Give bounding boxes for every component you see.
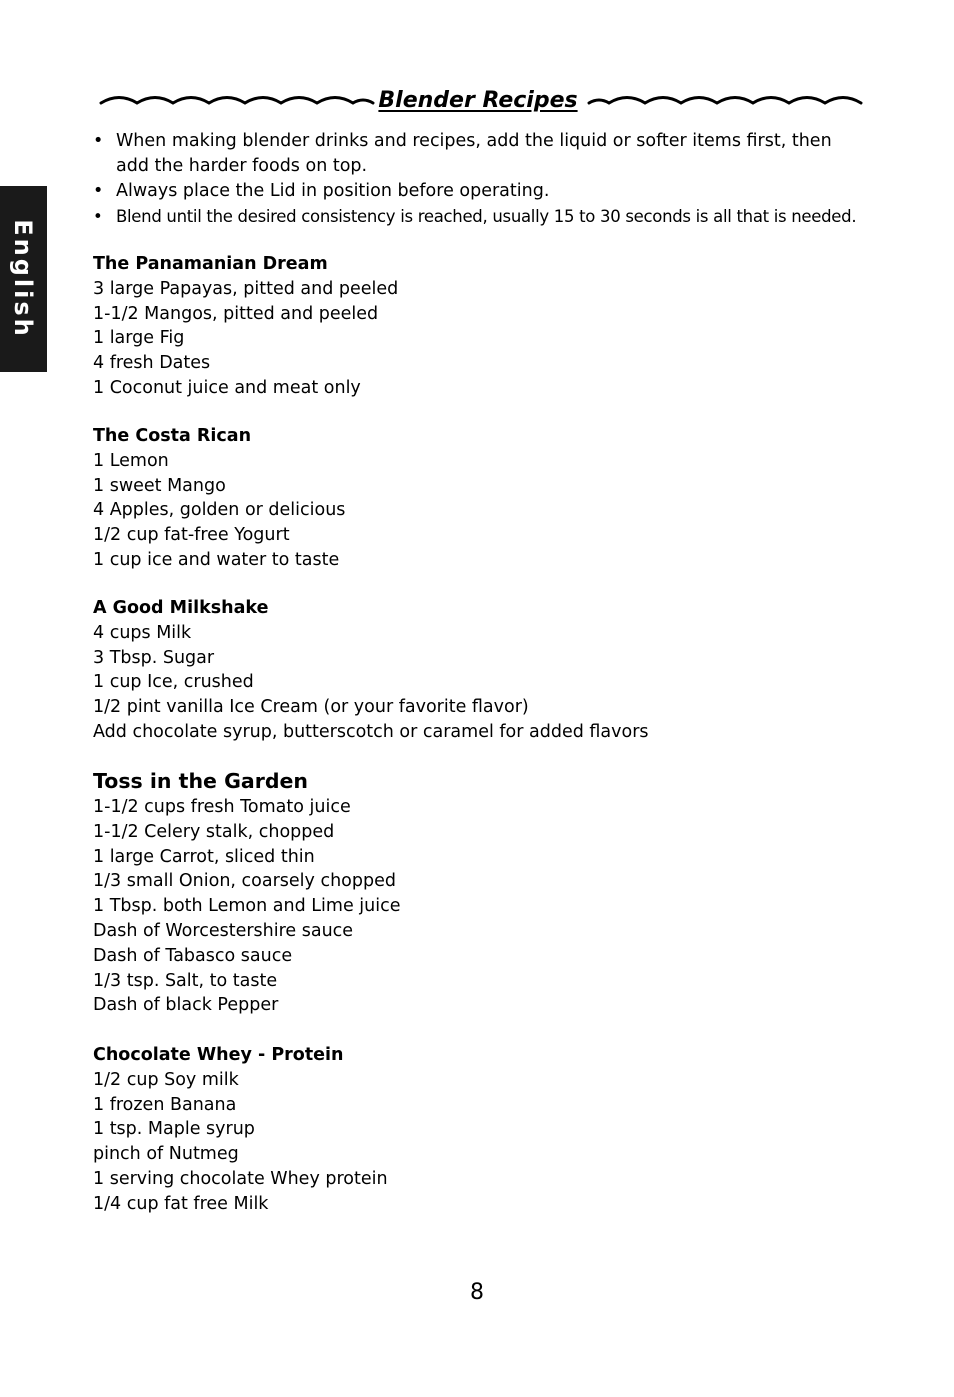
page-header bbox=[93, 86, 863, 122]
recipe-title: A Good Milkshake bbox=[93, 598, 269, 618]
ingredient-item: 1 large Carrot, sliced thin bbox=[93, 846, 315, 867]
page-number: 8 bbox=[470, 1280, 484, 1305]
recipe-title: The Costa Rican bbox=[93, 426, 252, 446]
page-title: Blender Recipes bbox=[378, 88, 578, 113]
ingredient-list bbox=[93, 795, 793, 1018]
ingredient-item: Dash of Worcestershire sauce bbox=[93, 920, 354, 941]
tip-item: • Always place the Lid in position before operating. bbox=[93, 179, 863, 204]
language-tab-label: English bbox=[9, 219, 37, 339]
ingredient-item: 1/3 small Onion, coarsely chopped bbox=[93, 871, 396, 892]
ingredient-item: 3 large Papayas, pitted and peeled bbox=[93, 278, 399, 299]
tip-item: • When making blender drinks and recipes, add the liquid or softer items first, then add the harder foods on top. bbox=[93, 129, 863, 179]
ingredient-item: 1/4 cup fat free Milk bbox=[93, 1193, 269, 1214]
tip-item: • Blend until the desired consistency is reached, usually 15 to 30 seconds is all that is needed. bbox=[93, 204, 863, 229]
ingredient-item: pinch of Nutmeg bbox=[93, 1144, 239, 1165]
recipe-title: The Panamanian Dream bbox=[93, 254, 328, 274]
ingredient-item: 1 cup Ice, crushed bbox=[93, 672, 254, 693]
ingredient-list bbox=[93, 277, 793, 401]
ingredient-item: 1-1/2 Celery stalk, chopped bbox=[93, 821, 335, 842]
ingredient-item: 4 Apples, golden or delicious bbox=[93, 500, 346, 521]
ingredient-item: 1/2 cup fat-free Yogurt bbox=[93, 525, 290, 546]
wave-divider-right-icon bbox=[587, 92, 863, 110]
ingredient-item: 4 cups Milk bbox=[93, 622, 192, 643]
tips-list bbox=[93, 129, 863, 229]
ingredient-item: 4 fresh Dates bbox=[93, 353, 211, 374]
recipe-title: Chocolate Whey - Protein bbox=[93, 1045, 344, 1065]
ingredient-item: 3 Tbsp. Sugar bbox=[93, 647, 215, 668]
ingredient-item: 1 sweet Mango bbox=[93, 475, 226, 496]
language-tab bbox=[0, 186, 47, 372]
ingredient-list bbox=[93, 1068, 793, 1217]
ingredient-item: Add chocolate syrup, butterscotch or caramel for added flavors bbox=[93, 721, 649, 742]
ingredient-list bbox=[93, 621, 793, 745]
ingredient-item: 1 large Fig bbox=[93, 328, 185, 349]
ingredient-item: 1/2 pint vanilla Ice Cream (or your favorite flavor) bbox=[93, 697, 529, 718]
recipe-title: Toss in the Garden bbox=[93, 769, 309, 793]
ingredient-item: Dash of Tabasco sauce bbox=[93, 945, 293, 966]
ingredient-item: 1/3 tsp. Salt, to taste bbox=[93, 970, 278, 991]
recipe-good-milkshake bbox=[93, 596, 793, 745]
ingredient-item: 1 Coconut juice and meat only bbox=[93, 377, 361, 398]
ingredient-item: 1 serving chocolate Whey protein bbox=[93, 1168, 388, 1189]
ingredient-item: 1 tsp. Maple syrup bbox=[93, 1119, 255, 1140]
ingredient-item: 1-1/2 Mangos, pitted and peeled bbox=[93, 303, 379, 324]
recipe-costa-rican bbox=[93, 424, 793, 573]
ingredient-item: 1 cup ice and water to taste bbox=[93, 549, 340, 570]
recipe-chocolate-whey-protein bbox=[93, 1043, 793, 1217]
ingredient-list bbox=[93, 449, 793, 573]
ingredient-item: 1/2 cup Soy milk bbox=[93, 1069, 239, 1090]
recipe-toss-in-the-garden bbox=[93, 768, 793, 1018]
ingredient-item: 1 Lemon bbox=[93, 450, 169, 471]
ingredient-item: 1 Tbsp. both Lemon and Lime juice bbox=[93, 896, 401, 917]
ingredient-item: 1-1/2 cups fresh Tomato juice bbox=[93, 797, 351, 817]
ingredient-item: 1 frozen Banana bbox=[93, 1094, 237, 1115]
ingredient-item: Dash of black Pepper bbox=[93, 995, 279, 1016]
recipe-panamanian-dream bbox=[93, 252, 793, 401]
